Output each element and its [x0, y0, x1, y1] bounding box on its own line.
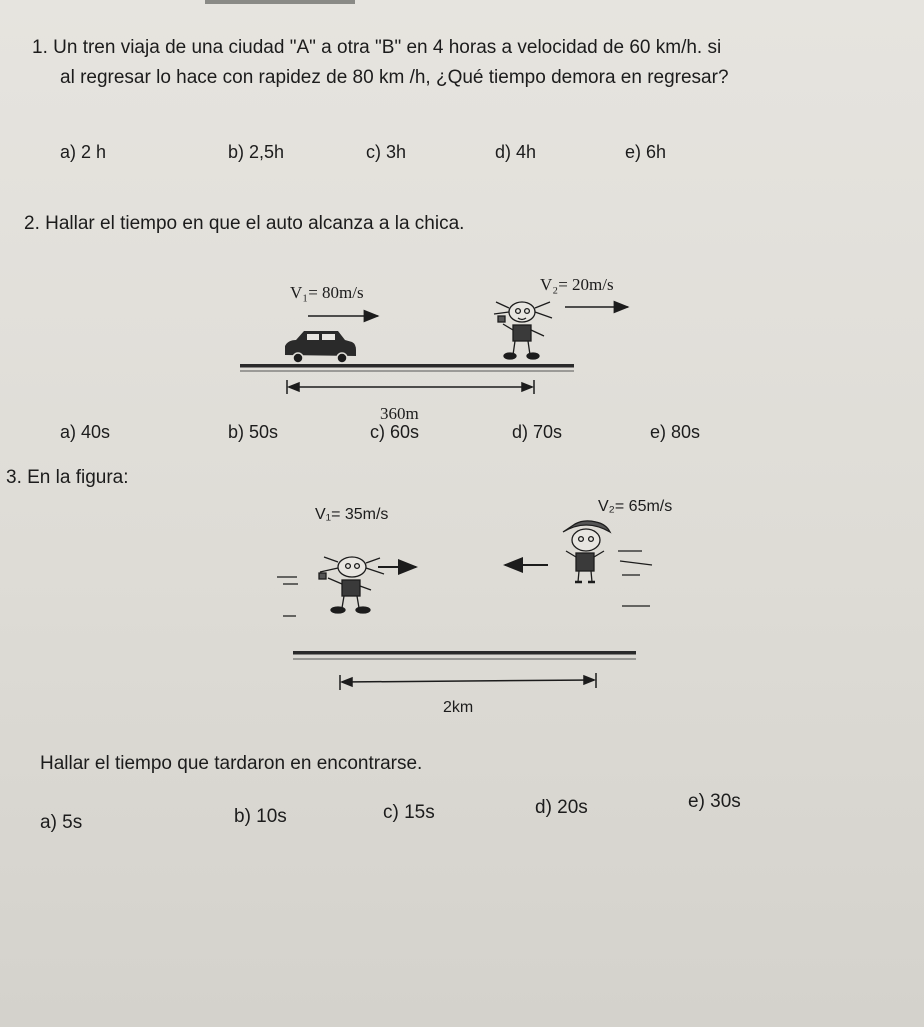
q2-v1-label: V₁= 80m/s — [290, 283, 364, 302]
q1-line1: 1. Un tren viaja de una ciudad "A" a otra "B" en 4 horas a velocidad de 60 km/h. si — [32, 37, 722, 58]
q1-line2: al regresar lo hace con rapidez de 80 km /h, ¿Qué tiempo demora en regresar? — [60, 67, 729, 88]
q3-distance-marker — [340, 673, 596, 690]
q3-option-c: c) 15s — [383, 802, 435, 823]
q3-v1-label: V₁= 35m/s — [315, 506, 389, 523]
q2-option-c: c) 60s — [370, 422, 420, 442]
q2-option-a: a) 40s — [60, 422, 111, 442]
girl-icon-right — [563, 521, 652, 606]
q2-road — [240, 364, 574, 368]
q2-option-b: b) 50s — [228, 422, 279, 442]
q1-option-e: e) 6h — [625, 142, 667, 162]
q2-title: 2. Hallar el tiempo en que el auto alcanza a la chica. — [24, 213, 465, 234]
car-icon — [285, 331, 356, 363]
q2-distance-label: 360m — [380, 404, 419, 423]
q3-option-e: e) 30s — [688, 791, 741, 812]
q3-question: Hallar el tiempo que tardaron en encontrarse. — [40, 753, 423, 774]
q2-distance-marker — [287, 380, 534, 394]
q1-option-c: c) 3h — [366, 142, 407, 162]
q3-option-b: b) 10s — [234, 806, 287, 827]
q3-v2-label: V₂= 65m/s — [598, 498, 673, 515]
girl-icon — [494, 302, 552, 359]
q1-option-a: a) 2 h — [60, 142, 107, 162]
girl-icon-left — [277, 557, 384, 616]
q1-option-b: b) 2,5h — [228, 142, 285, 162]
q1-option-d: d) 4h — [495, 142, 537, 162]
q3-road — [293, 651, 636, 655]
q3-title: 3. En la figura: — [6, 467, 129, 488]
q3-option-a: a) 5s — [40, 812, 83, 833]
q2-option-d: d) 70s — [512, 422, 563, 442]
q2-option-e: e) 80s — [650, 422, 701, 442]
q2-v2-label: V₂= 20m/s — [540, 275, 614, 294]
q3-option-d: d) 20s — [535, 797, 588, 818]
q3-distance-label: 2km — [443, 699, 474, 716]
